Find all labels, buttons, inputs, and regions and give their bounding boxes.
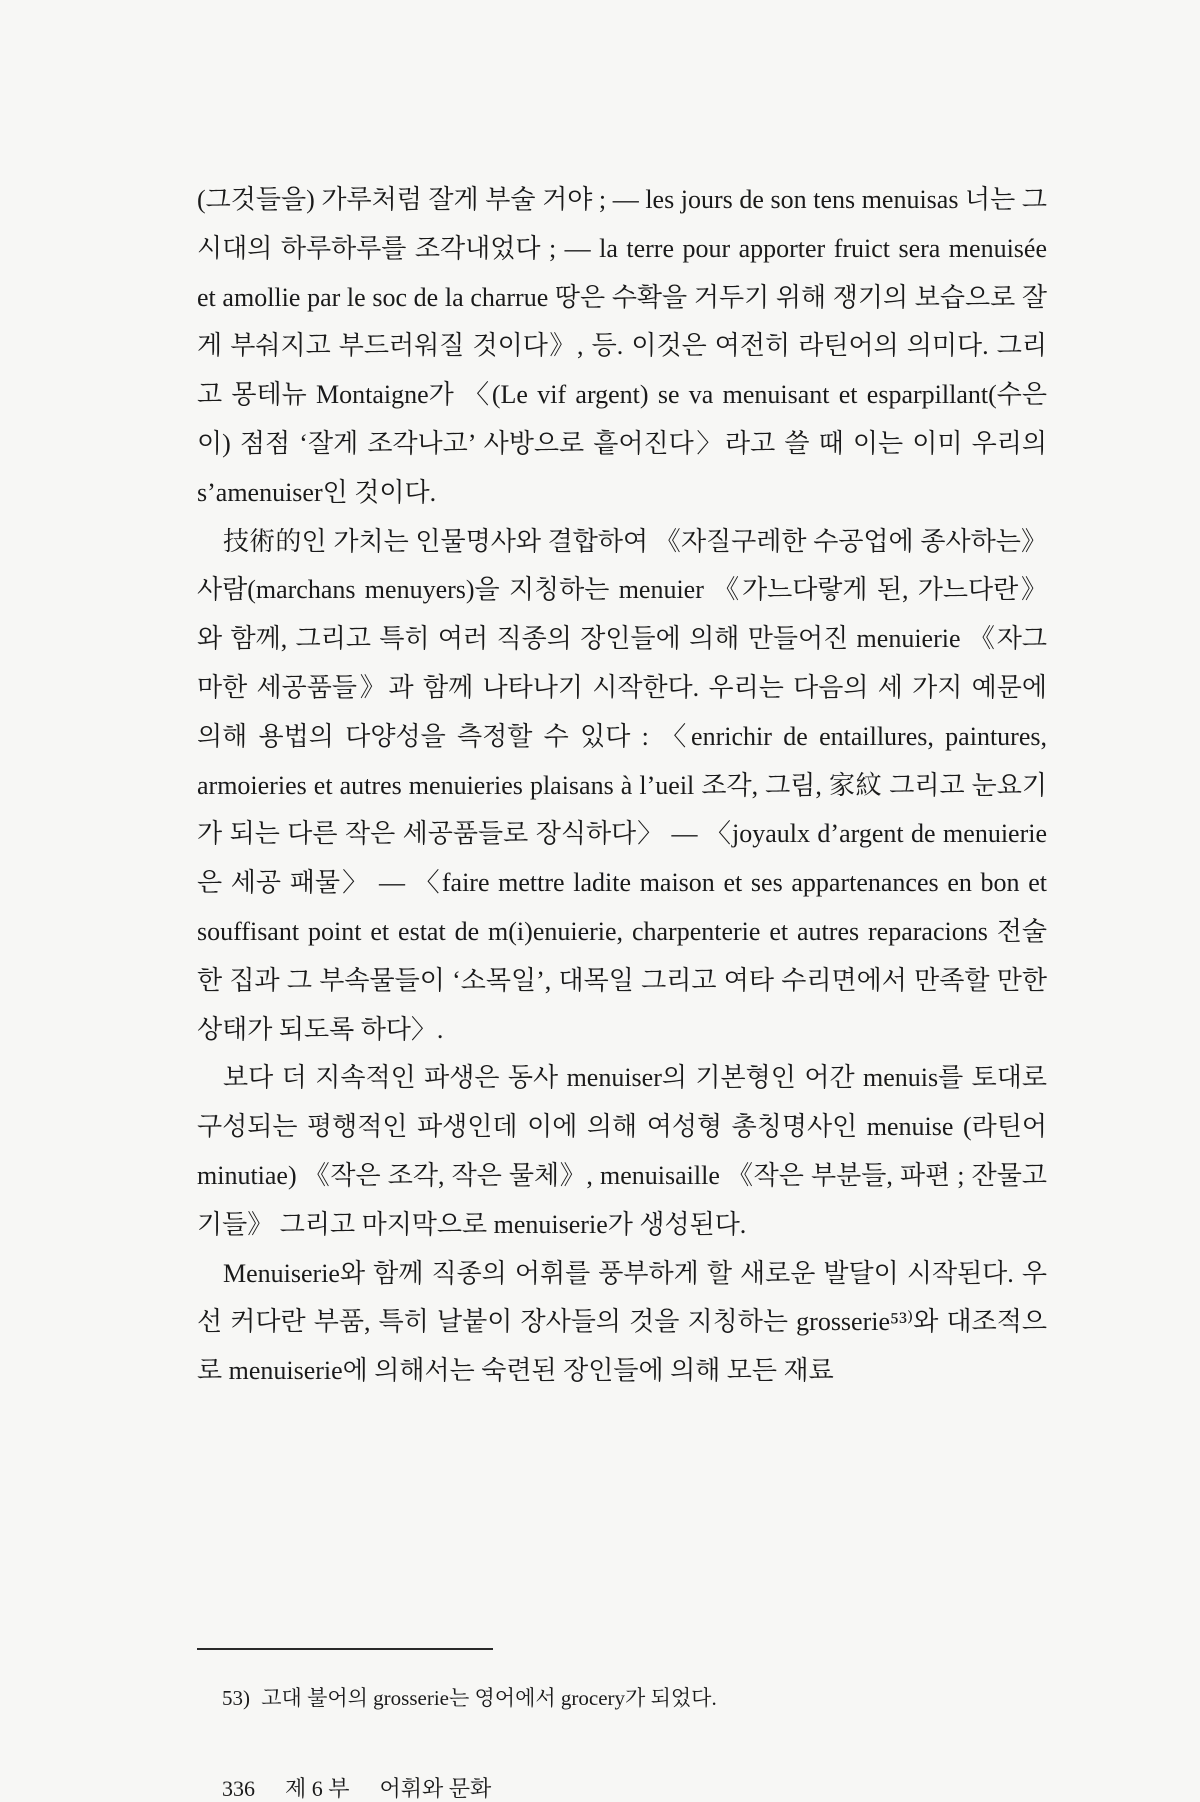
footnote-text: 고대 불어의 grosserie는 영어에서 grocery가 되었다. [261, 1686, 717, 1710]
paragraph-2: 技術的인 가치는 인물명사와 결합하여 《자질구레한 수공업에 종사하는》 사람(marchans menuyers)을 지칭하는 menuier 《가느다랗게 된, 가느다란》와 함께, 그리고 특히 여러 직종의 장인들에 의해 만들어진 menuierie 《자그마한 세공품들》과 함께 나타나기 시작한다. 우리는 다음의 세 가지 예문에 의해 용법의 다양성을 측정할 수 있다 : 〈enrichir de entaillures, paintures, armoieries et autres menuieries plaisans à l’ueil 조각, 그림, 家紋 그리고 눈요기가 되는 다른 작은 세공품들로 장식하다〉 — 〈joyaulx d’argent de menuierie 은 세공 패물〉 — 〈faire mettre ladite maison et ses appartenances en bon et souffisant point et estat de m(i)enuierie, charpenterie et autres reparacions 전술한 집과 그 부속물들이 ‘소목일’, 대목일 그리고 여타 수리면에서 만족할 만한 상태가 되도록 하다〉. [197, 526, 1047, 1044]
section-label: 어휘와 문화 [379, 1776, 492, 1801]
paragraph-4: Menuiserie와 함께 직종의 어휘를 풍부하게 할 새로운 발달이 시작된다. 우선 커다란 부품, 특히 날붙이 장사들의 것을 지칭하는 grosserie⁵³⁾와 대조적으로 menuiserie에 의해서는 숙련된 장인들에 의해 모든 재료 [197, 1258, 1047, 1386]
page-footer [222, 1776, 491, 1802]
footnote [222, 1683, 1002, 1713]
body-text [197, 176, 1047, 1396]
paragraph-3: 보다 더 지속적인 파생은 동사 menuiser의 기본형인 어간 menuis를 토대로 구성되는 평행적인 파생인데 이에 의해 여성형 총칭명사인 menuise (라틴어 minutiae) 《작은 조각, 작은 물체》, menuisaille 《작은 부분들, 파편 ; 잔물고기들》 그리고 마지막으로 menuiserie가 생성된다. [197, 1063, 1047, 1239]
footnote-number: 53) [222, 1686, 250, 1710]
page-number: 336 [222, 1776, 255, 1801]
paragraph-1: (그것들을) 가루처럼 잘게 부술 거야 ; — les jours de son tens menuisas 너는 그 시대의 하루하루를 조각내었다 ; — la terre pour apporter fruict sera menuisée et amollie par le soc de la charrue 땅은 수확을 거두기 위해 쟁기의 보습으로 잘게 부숴지고 부드러워질 것이다》, 등. 이것은 여전히 라틴어의 의미다. 그리고 몽테뉴 Montaigne가 〈(Le vif argent) se va menuisant et esparpillant(수은이) 점점 ‘잘게 조각나고’ 사방으로 흩어진다〉라고 쓸 때 이는 이미 우리의 s’amenuiser인 것이다. [197, 185, 1047, 507]
footnote-divider [197, 1648, 493, 1650]
part-label: 제 6 부 [285, 1776, 350, 1801]
